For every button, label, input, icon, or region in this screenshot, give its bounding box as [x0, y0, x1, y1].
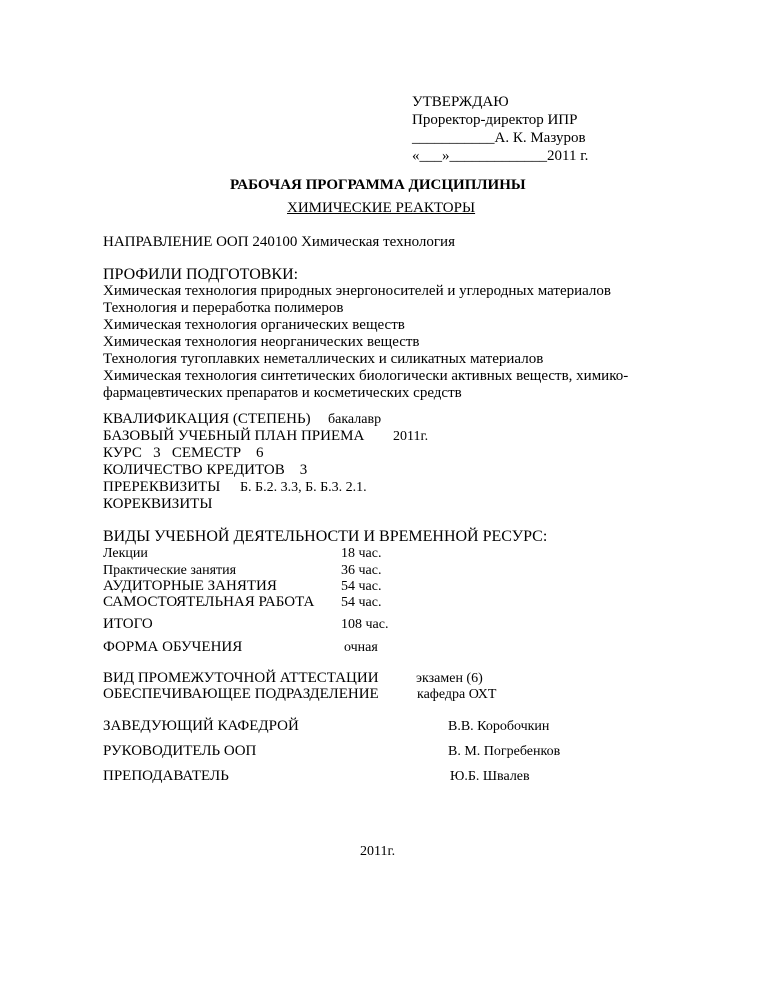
activity-value: 36 час. [341, 563, 382, 578]
form-value: очная [344, 640, 378, 655]
signature-name: В.В. Коробочкин [448, 719, 550, 734]
profiles-heading: ПРОФИЛИ ПОДГОТОВКИ: [103, 266, 299, 283]
activity-value: 18 час. [341, 546, 382, 561]
department-value: кафедра ОХТ [417, 687, 497, 702]
profile-item: фармацевтических препаратов и косметических средств [103, 385, 462, 401]
approval-position: Проректор-директор ИПР [412, 112, 578, 128]
profile-item: Технология и переработка полимеров [103, 300, 344, 316]
activities-heading: ВИДЫ УЧЕБНОЙ ДЕЯТЕЛЬНОСТИ И ВРЕМЕННОЙ РЕСУРС: [103, 528, 548, 545]
activity-value: 54 час. [341, 595, 382, 610]
approval-signature-line: ___________А. К. Мазуров [412, 130, 586, 146]
activity-label: Практические занятия [103, 563, 237, 578]
footer-year: 2011г. [360, 844, 396, 859]
profile-item: Химическая технология природных энергоносителей и углеродных материалов [103, 283, 611, 299]
prereq-value: Б. Б.2. 3.3, Б. Б.3. 2.1. [240, 480, 367, 495]
attestation-label: ВИД ПРОМЕЖУТОЧНОЙ АТТЕСТАЦИИ [103, 670, 379, 686]
profile-item: Химическая технология неорганических веществ [103, 334, 420, 350]
total-label: ИТОГО [103, 616, 153, 632]
profile-item: Химическая технология органических веществ [103, 317, 405, 333]
direction-line: НАПРАВЛЕНИЕ ООП 240100 Химическая технология [103, 234, 455, 250]
department-label: ОБЕСПЕЧИВАЮЩЕЕ ПОДРАЗДЕЛЕНИЕ [103, 686, 379, 702]
profile-item: Химическая технология синтетических биологически активных веществ, химико- [103, 368, 629, 384]
signature-label: ЗАВЕДУЮЩИЙ КАФЕДРОЙ [103, 718, 299, 734]
activity-value: 54 час. [341, 579, 382, 594]
plan-label: БАЗОВЫЙ УЧЕБНЫЙ ПЛАН ПРИЕМА [103, 428, 365, 444]
signature-name: Ю.Б. Швалев [450, 769, 530, 784]
credits: КОЛИЧЕСТВО КРЕДИТОВ 3 [103, 462, 308, 478]
attestation-value: экзамен (6) [416, 671, 483, 686]
signature-label: ПРЕПОДАВАТЕЛЬ [103, 768, 229, 784]
approval-title: УТВЕРЖДАЮ [412, 94, 509, 110]
total-value: 108 час. [341, 617, 389, 632]
activity-label: АУДИТОРНЫЕ ЗАНЯТИЯ [103, 578, 277, 594]
approval-block [412, 93, 588, 165]
course-semester: КУРС 3 СЕМЕСТР 6 [103, 445, 264, 461]
qualification-label: КВАЛИФИКАЦИЯ (СТЕПЕНЬ) [103, 411, 311, 427]
signature-name: В. М. Погребенков [448, 744, 561, 759]
document-title: РАБОЧАЯ ПРОГРАММА ДИСЦИПЛИНЫ [230, 177, 526, 193]
approval-date-line: «___»_____________2011 г. [412, 148, 589, 164]
profiles-list [103, 283, 628, 402]
qualification-value: бакалавр [328, 412, 382, 427]
discipline-name: ХИМИЧЕСКИЕ РЕАКТОРЫ [287, 200, 476, 216]
profile-item: Технология тугоплавких неметаллических и силикатных материалов [103, 351, 544, 367]
prereq-label: ПРЕРЕКВИЗИТЫ [103, 479, 221, 495]
form-label: ФОРМА ОБУЧЕНИЯ [103, 639, 243, 655]
coreq-label: КОРЕКВИЗИТЫ [103, 496, 213, 512]
plan-value: 2011г. [393, 429, 429, 444]
activity-label: САМОСТОЯТЕЛЬНАЯ РАБОТА [103, 594, 315, 610]
signature-label: РУКОВОДИТЕЛЬ ООП [103, 743, 257, 759]
activity-label: Лекции [103, 546, 148, 561]
